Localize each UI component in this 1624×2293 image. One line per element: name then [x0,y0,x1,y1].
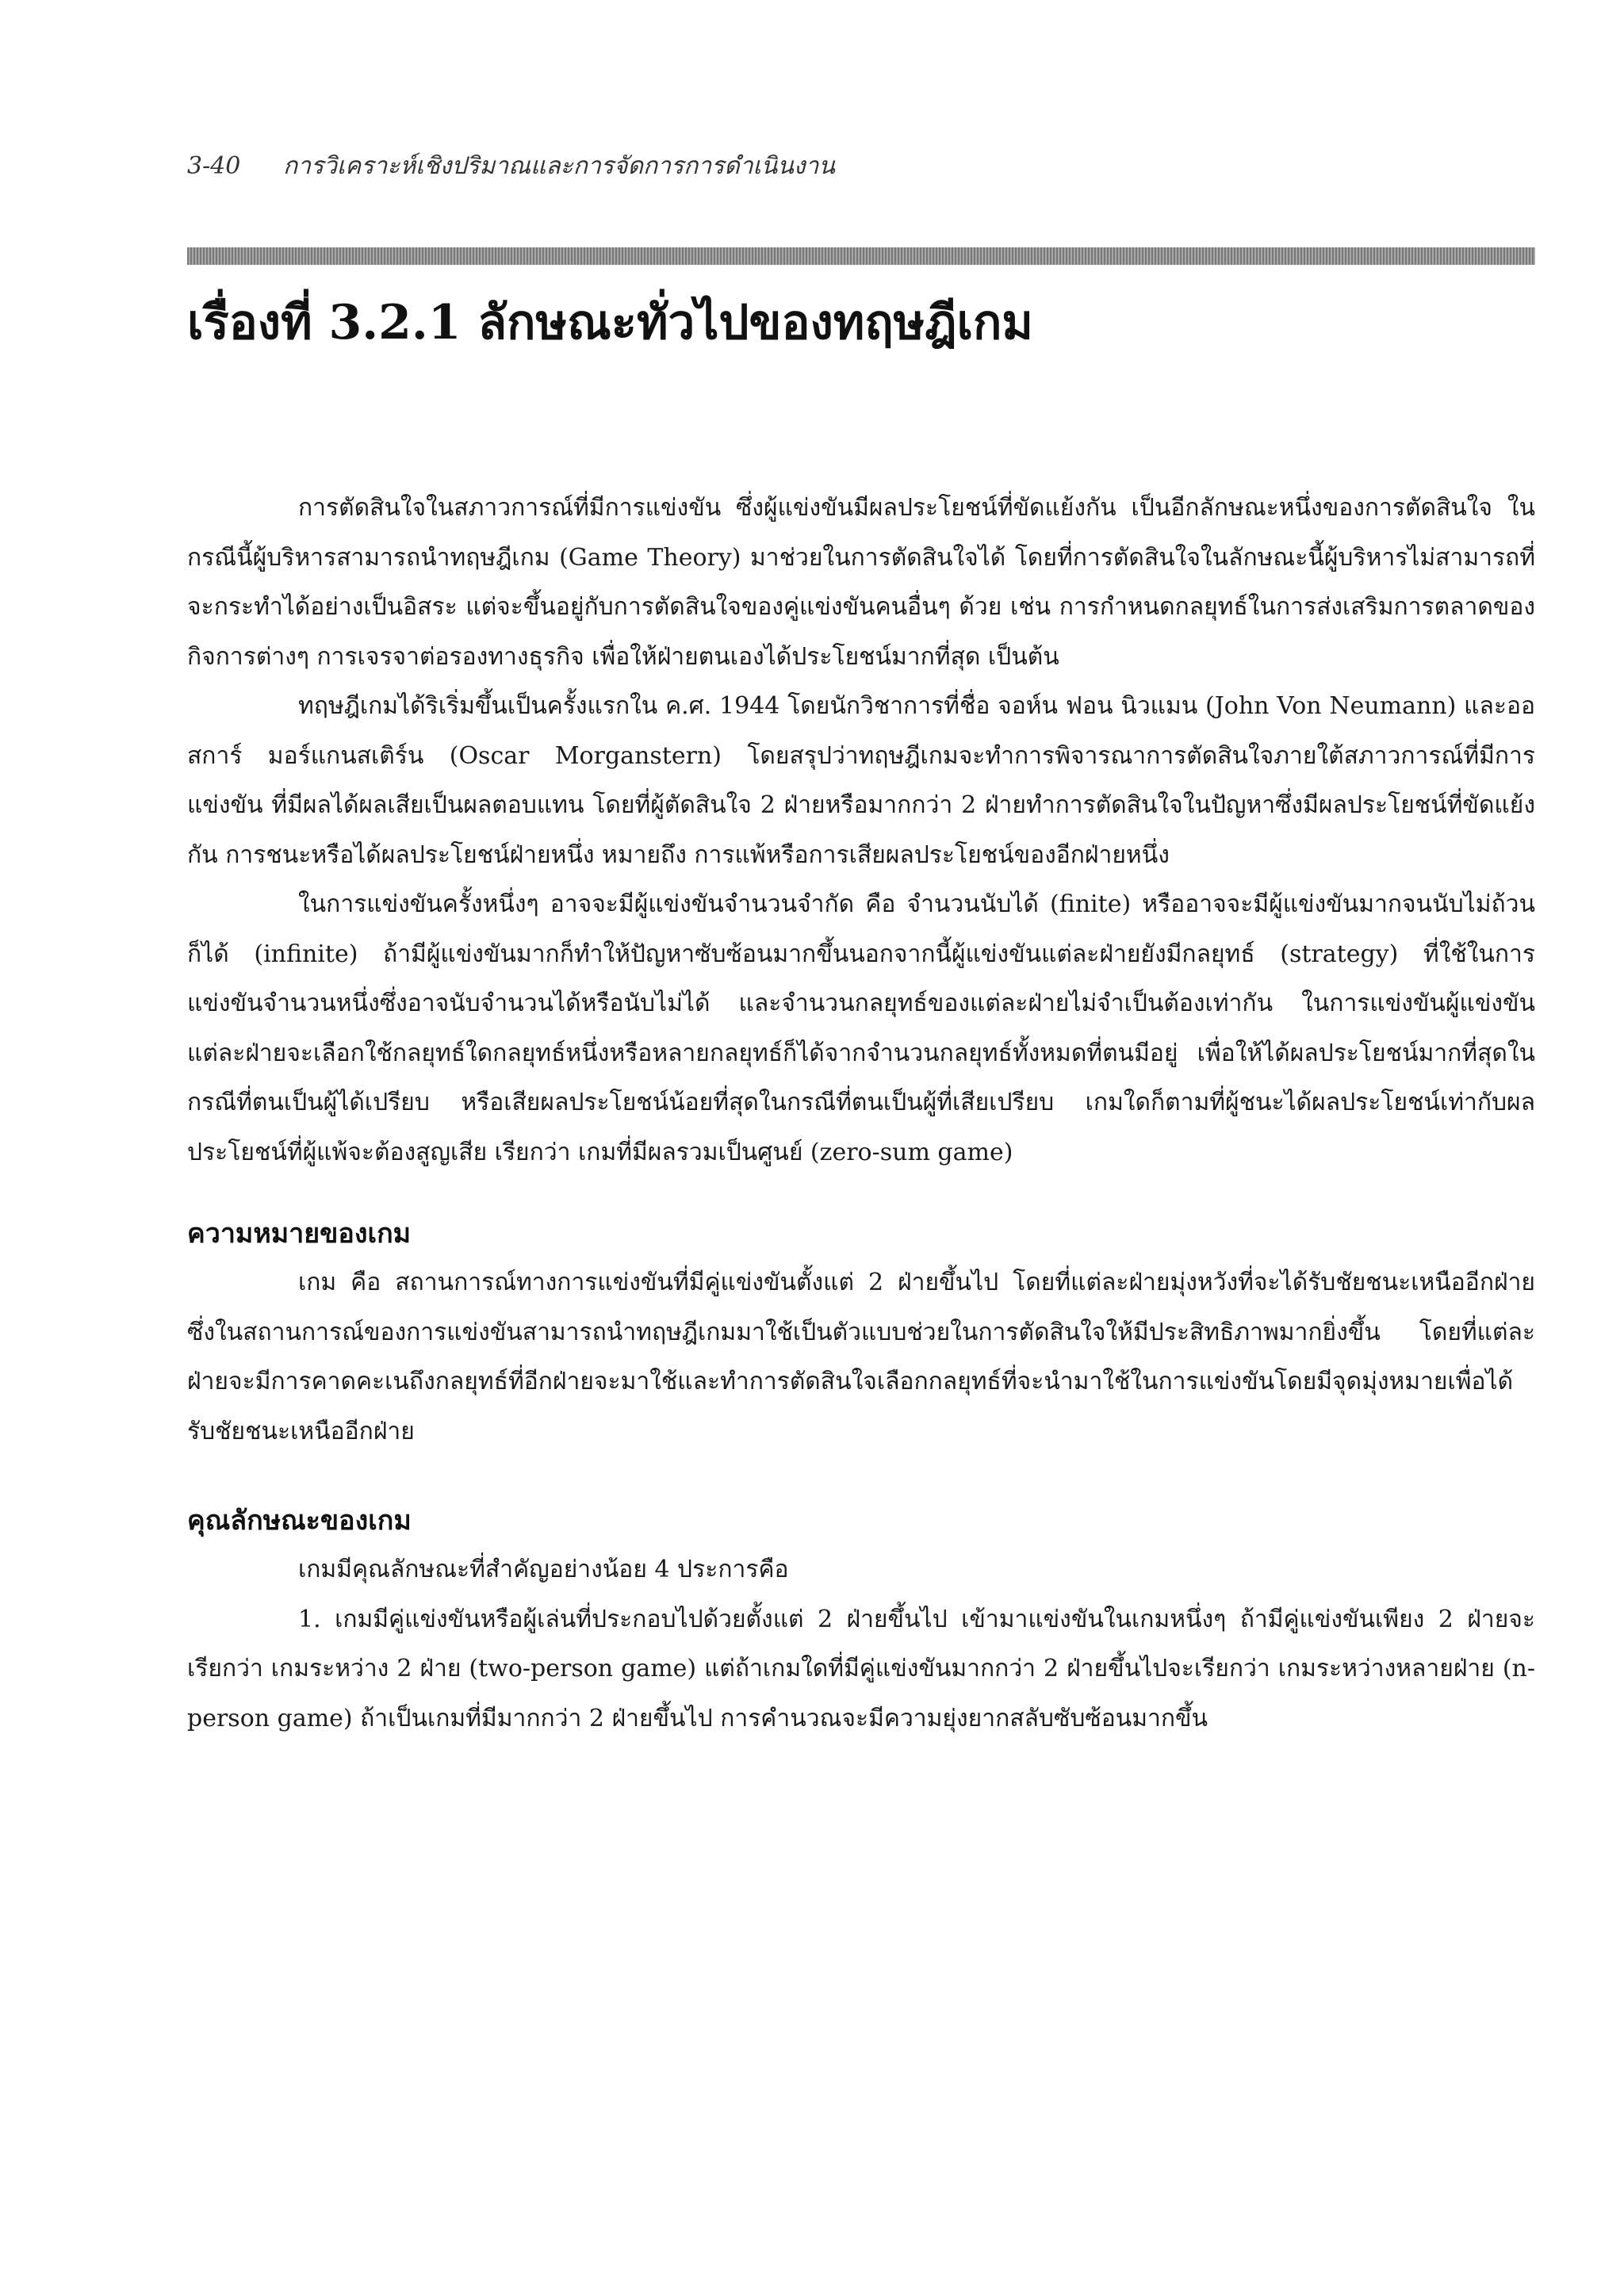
intro-paragraph-3: ในการแข่งขันครั้งหนึ่งๆ อาจจะมีผู้แข่งขันจำนวนจำกัด คือ จำนวนนับได้ (finite) หรืออาจจะมีผู้แข่งขันมากจนนับไม่ถ้วนก็ได้ (infinite) ถ้ามีผู้แข่งขันมากก็ทำให้ปัญหาซับซ้อนมากขึ้นนอกจากนี้ผู้แข่งขันแต่ละฝ่ายยังมีกลยุทธ์ (strategy) ที่ใช้ในการแข่งขันจำนวนหนึ่งซึ่งอาจนับจำนวนได้หรือนับไม่ได้ และจำนวนกลยุทธ์ของแต่ละฝ่ายไม่จำเป็นต้องเท่ากัน ในการแข่งขันผู้แข่งขันแต่ละฝ่ายจะเลือกใช้กลยุทธ์ใดกลยุทธ์หนึ่งหรือหลายกลยุทธ์ก็ได้จากจำนวนกลยุทธ์ทั้งหมดที่ตนมีอยู่ เพื่อให้ได้ผลประโยชน์มากที่สุดในกรณีที่ตนเป็นผู้ได้เปรียบ หรือเสียผลประโยชน์น้อยที่สุดในกรณีที่ตนเป็นผู้ที่เสียเปรียบ เกมใดก็ตามที่ผู้ชนะได้ผลประโยชน์เท่ากับผลประโยชน์ที่ผู้แพ้จะต้องสูญเสีย เรียกว่า เกมที่มีผลรวมเป็นศูนย์ (zero-sum game) [187,890,1535,1166]
intro-paragraph-2: ทฤษฎีเกมได้ริเริ่มขึ้นเป็นครั้งแรกใน ค.ศ. 1944 โดยนักวิชาการที่ชื่อ จอห์น ฟอน นิวแมน (John Von Neumann) และออสการ์ มอร์แกนสเติร์น (Oscar Morganstern) โดยสรุปว่าทฤษฎีเกมจะทำการพิจารณาการตัดสินใจภายใต้สภาวการณ์ที่มีการแข่งขัน ที่มีผลได้ผลเสียเป็นผลตอบแทน โดยที่ผู้ตัดสินใจ 2 ฝ่ายหรือมากกว่า 2 ฝ่ายทำการตัดสินใจในปัญหาซึ่งมีผลประโยชน์ที่ขัดแย้งกัน การชนะหรือได้ผลประโยชน์ฝ่ายหนึ่ง หมายถึง การแพ้หรือการเสียผลประโยชน์ของอีกฝ่ายหนึ่ง [187,692,1535,869]
running-header [187,147,835,185]
section-title: เรื่องที่ 3.2.1 ลักษณะทั่วไปของทฤษฎีเกม [187,295,1033,350]
body-text [187,484,1535,1744]
page-number: 3-40 [187,152,241,180]
meaning-heading: ความหมายของเกม [187,1218,412,1250]
book-title: การวิเคราะห์เชิงปริมาณและการจัดการการดำเนินงาน [282,152,835,180]
characteristics-intro: เกมมีคุณลักษณะที่สำคัญอย่างน้อย 4 ประการคือ [298,1556,789,1583]
characteristics-heading: คุณลักษณะของเกม [187,1505,412,1537]
characteristics-item-1: 1. เกมมีคู่แข่งขันหรือผู้เล่นที่ประกอบไปด้วยตั้งแต่ 2 ฝ่ายขึ้นไป เข้ามาแข่งขันในเกมหนึ่งๆ ถ้ามีคู่แข่งขันเพียง 2 ฝ่ายจะเรียกว่า เกมระหว่าง 2 ฝ่าย (two-person game) แต่ถ้าเกมใดที่มีคู่แข่งขันมากกว่า 2 ฝ่ายขึ้นไปจะเรียกว่า เกมระหว่างหลายฝ่าย (n-person game) ถ้าเป็นเกมที่มีมากกว่า 2 ฝ่ายขึ้นไป การคำนวณจะมีความยุ่งยากสลับซับซ้อนมากขึ้น [187,1605,1535,1732]
section-divider [187,247,1535,265]
intro-paragraph-1: การตัดสินใจในสภาวการณ์ที่มีการแข่งขัน ซึ่งผู้แข่งขันมีผลประโยชน์ที่ขัดแย้งกัน เป็นอีกลักษณะหนึ่งของการตัดสินใจ ในกรณีนี้ผู้บริหารสามารถนำทฤษฎีเกม (Game Theory) มาช่วยในการตัดสินใจได้ โดยที่การตัดสินใจในลักษณะนี้ผู้บริหารไม่สามารถที่จะกระทำได้อย่างเป็นอิสระ แต่จะขึ้นอยู่กับการตัดสินใจของคู่แข่งขันคนอื่นๆ ด้วย เช่น การกำหนดกลยุทธ์ในการส่งเสริมการตลาดของกิจการต่างๆ การเจรจาต่อรองทางธุรกิจ เพื่อให้ฝ่ายตนเองได้ประโยชน์มากที่สุด เป็นต้น [187,494,1535,671]
meaning-paragraph: เกม คือ สถานการณ์ทางการแข่งขันที่มีคู่แข่งขันตั้งแต่ 2 ฝ่ายขึ้นไป โดยที่แต่ละฝ่ายมุ่งหวังที่จะได้รับชัยชนะเหนืออีกฝ่าย ซึ่งในสถานการณ์ของการแข่งขันสามารถนำทฤษฎีเกมมาใช้เป็นตัวแบบช่วยในการตัดสินใจให้มีประสิทธิภาพมากยิ่งขึ้น โดยที่แต่ละฝ่ายจะมีการคาดคะเนถึงกลยุทธ์ที่อีกฝ่ายจะมาใช้และทำการตัดสินใจเลือกกลยุทธ์ที่จะนำมาใช้ในการแข่งขันโดยมีจุดมุ่งหมายเพื่อได้รับชัยชนะเหนืออีกฝ่าย [187,1269,1535,1445]
